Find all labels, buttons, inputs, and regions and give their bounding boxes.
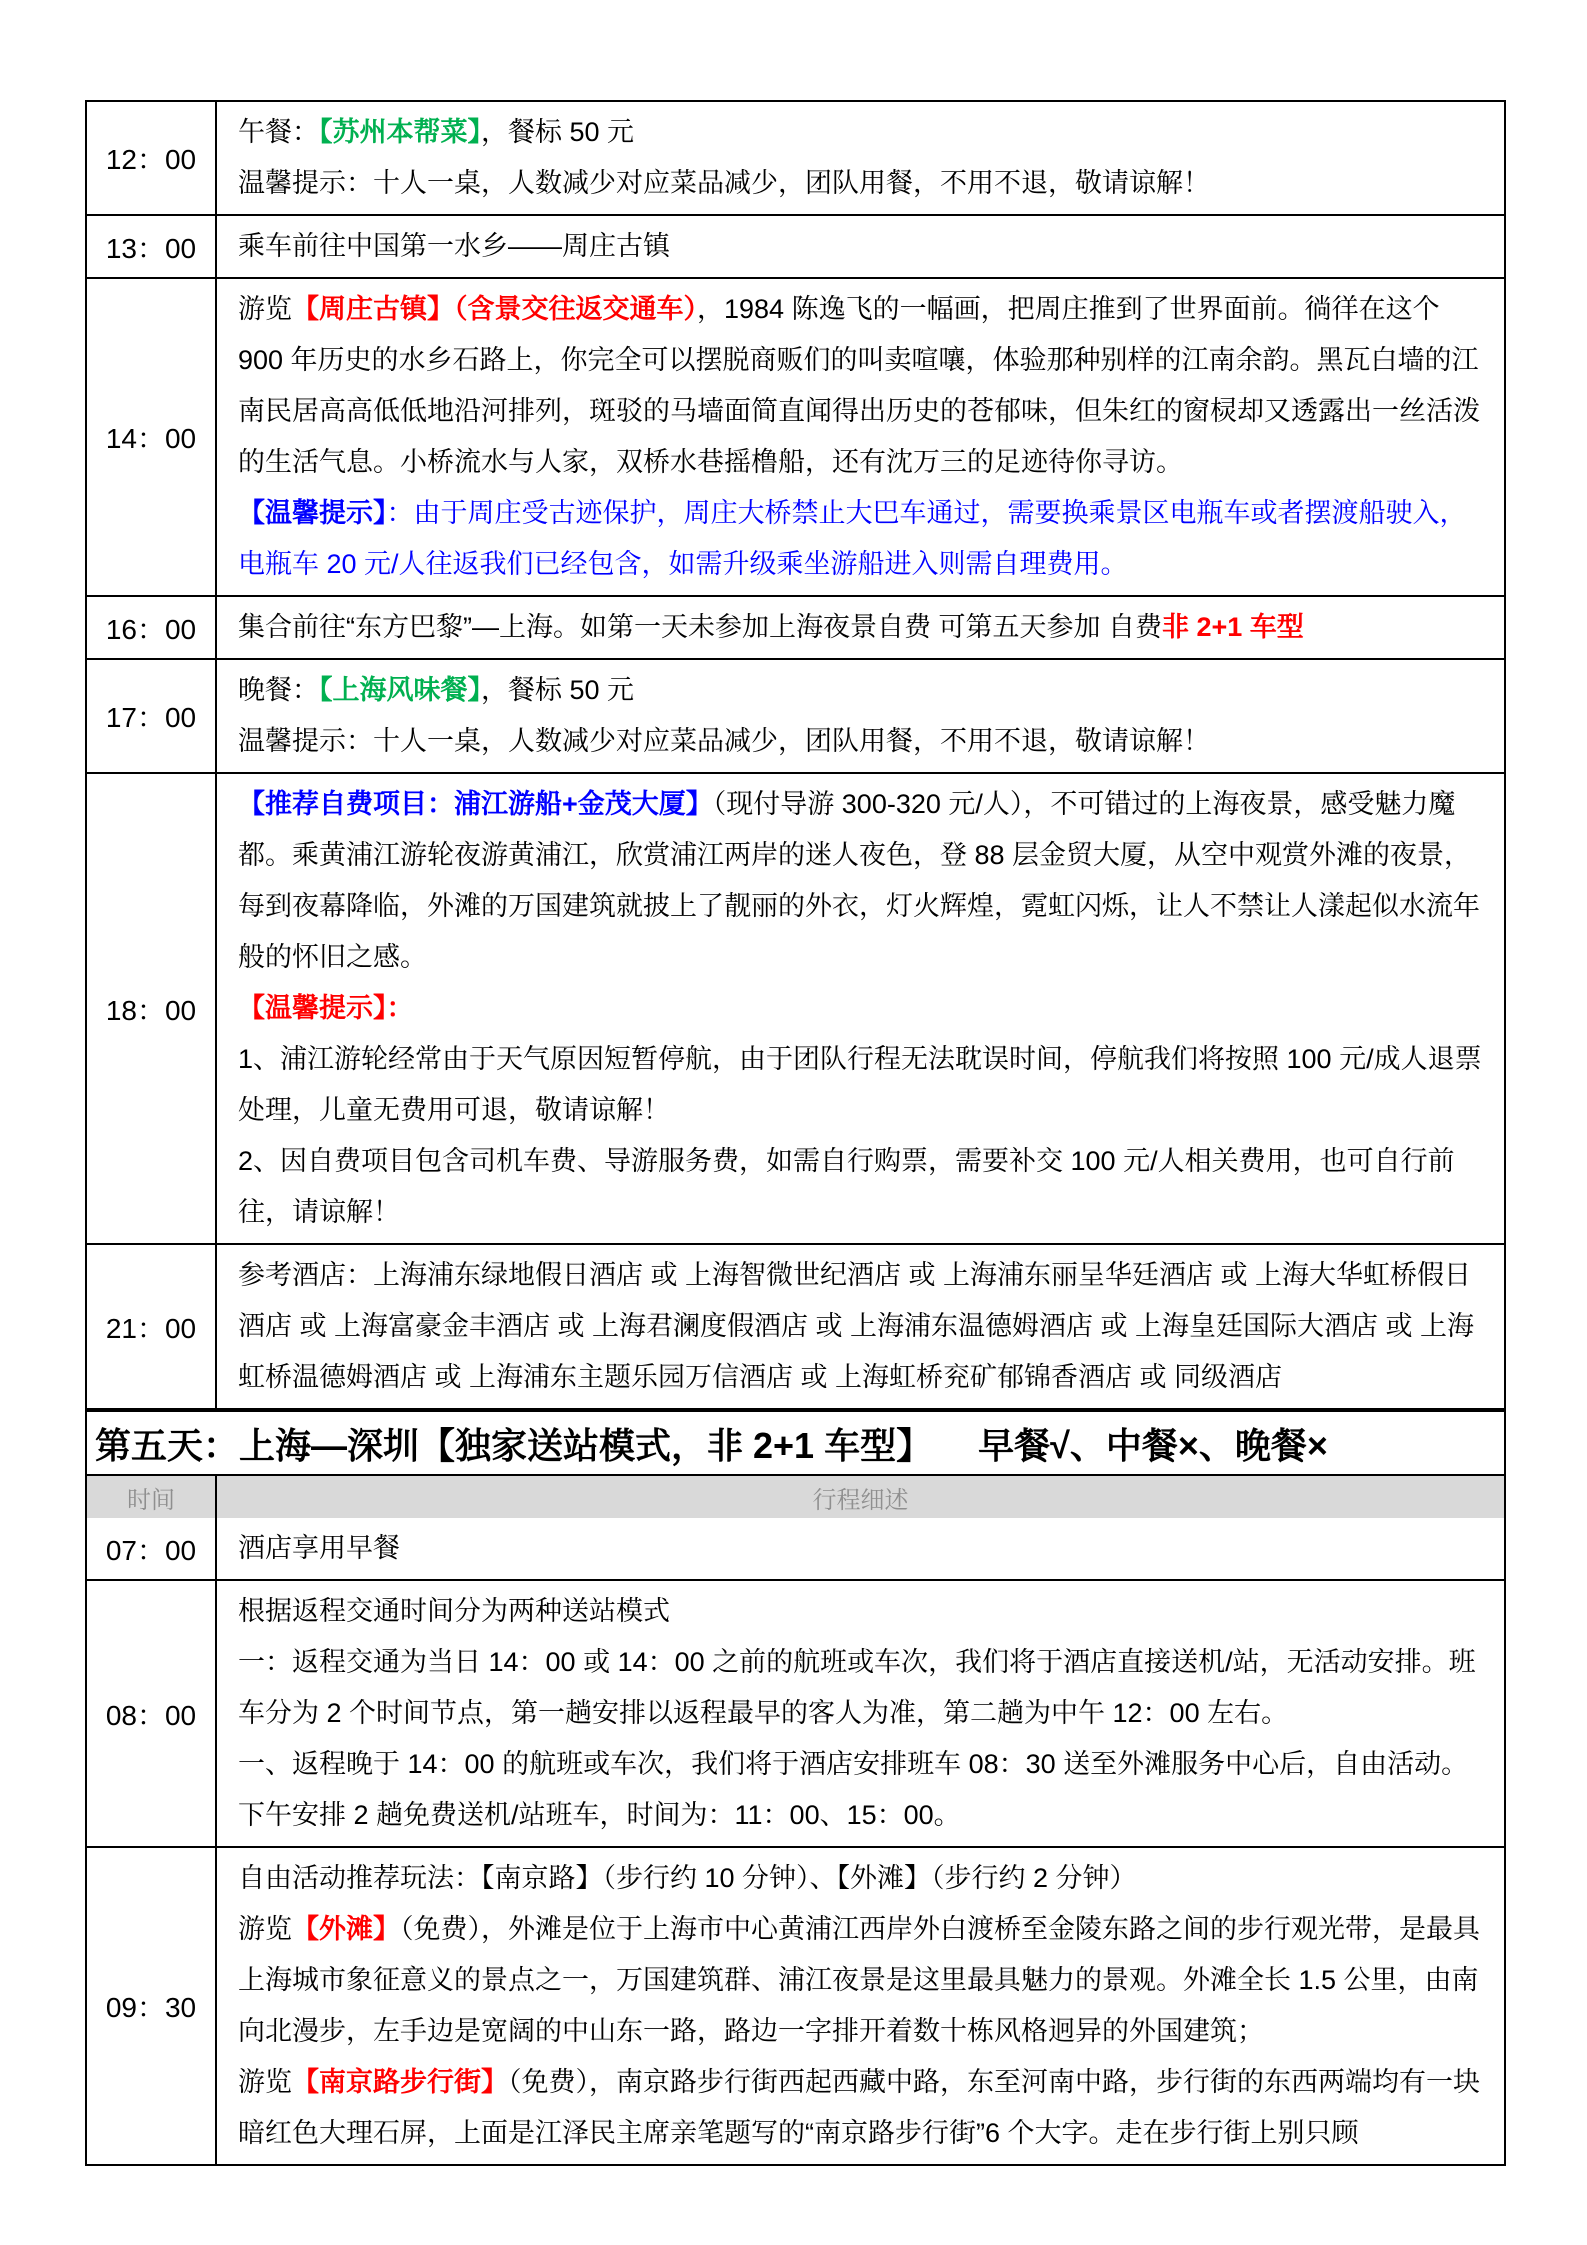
text-segment: 一：返程交通为当日 14：00 或 14：00 之前的航班或车次，我们将于酒店直接送机/站，无活动安排。班车分为 2 个时间节点，第一趟安排以返程最早的客人为准，第二趟为中午 12：00 左右。 bbox=[238, 1647, 1476, 1728]
text-segment: 【苏州本帮菜】 bbox=[319, 117, 481, 147]
itinerary-table bbox=[85, 100, 1506, 2166]
text-segment: 游览 bbox=[238, 2067, 292, 2097]
itinerary-row bbox=[87, 1579, 1504, 1846]
paragraph bbox=[238, 1586, 1490, 1637]
paragraph bbox=[238, 983, 1490, 1034]
paragraph bbox=[238, 716, 1490, 767]
text-segment: 午餐： bbox=[238, 117, 319, 147]
time-cell: 12：00 bbox=[87, 102, 217, 214]
itinerary-row bbox=[87, 1518, 1504, 1579]
paragraph bbox=[238, 158, 1490, 209]
detail-cell bbox=[217, 1581, 1504, 1846]
detail-cell bbox=[217, 597, 1504, 658]
text-segment: 温馨提示：十人一桌，人数减少对应菜品减少，团队用餐，不用不退，敬请谅解！ bbox=[238, 168, 1210, 198]
paragraph bbox=[238, 1637, 1490, 1739]
itinerary-row bbox=[87, 1243, 1504, 1408]
text-segment: 【南京路步行街】 bbox=[292, 2067, 508, 2097]
text-segment: 【外滩】 bbox=[292, 1914, 400, 1944]
text-segment: 【周庄古镇】（含景交往返交通车） bbox=[292, 294, 697, 324]
paragraph bbox=[238, 602, 1490, 653]
text-segment: 游览 bbox=[238, 1914, 292, 1944]
detail-cell bbox=[217, 102, 1504, 214]
text-segment: 非 2+1 车型 bbox=[1161, 612, 1304, 642]
detail-cell bbox=[217, 1518, 1504, 1579]
paragraph bbox=[238, 1904, 1490, 2057]
time-cell: 14：00 bbox=[87, 279, 217, 595]
column-header-time: 时间 bbox=[87, 1476, 217, 1518]
paragraph bbox=[238, 1853, 1490, 1904]
paragraph bbox=[238, 1136, 1490, 1238]
text-segment: 温馨提示：十人一桌，人数减少对应菜品减少，团队用餐，不用不退，敬请谅解！ bbox=[238, 726, 1210, 756]
text-segment: 参考酒店：上海浦东绿地假日酒店 或 上海智微世纪酒店 或 上海浦东丽呈华廷酒店 或 上海大华虹桥假日酒店 或 上海富豪金丰酒店 或 上海君澜度假酒店 或 上海浦东温德姆酒店 或 上海皇廷国际大酒店 或 上海虹桥温德姆酒店 或 上海浦东主题乐园万信酒店 或 上海虹桥兖矿郁锦香酒店 或 同级酒店 bbox=[238, 1260, 1475, 1392]
itinerary-row bbox=[87, 214, 1504, 277]
text-segment: 自由活动推荐玩法：【南京路】（步行约 10 分钟）、【外滩】（步行约 2 分钟） bbox=[238, 1863, 1137, 1893]
text-segment: 【温馨提示】 bbox=[238, 498, 387, 528]
text-segment: （免费），外滩是位于上海市中心黄浦江西岸外白渡桥至金陵东路之间的步行观光带，是最具上海城市象征意义的景点之一，万国建筑群、浦江夜景是这里最具魅力的景观。外滩全长 1.5 公里，由南向北漫步，左手边是宽阔的中山东一路，路边一字排开着数十栋风格迥异的外国建筑； bbox=[238, 1914, 1480, 2046]
text-segment: 酒店享用早餐 bbox=[238, 1533, 400, 1563]
paragraph bbox=[238, 2057, 1490, 2159]
detail-cell bbox=[217, 216, 1504, 277]
itinerary-row bbox=[87, 595, 1504, 658]
time-cell: 21：00 bbox=[87, 1245, 217, 1408]
itinerary-row bbox=[87, 277, 1504, 595]
detail-cell bbox=[217, 279, 1504, 595]
time-cell: 08：00 bbox=[87, 1581, 217, 1846]
itinerary-row bbox=[87, 102, 1504, 214]
time-cell: 13：00 bbox=[87, 216, 217, 277]
itinerary-row bbox=[87, 658, 1504, 772]
text-segment: ：由于周庄受古迹保护，周庄大桥禁止大巴车通过，需要换乘景区电瓶车或者摆渡船驶入，电瓶车 20 元/人往返我们已经包含，如需升级乘坐游船进入则需自理费用。 bbox=[238, 498, 1467, 579]
column-header-detail: 行程细述 bbox=[812, 1486, 909, 1514]
text-segment: 【上海风味餐】 bbox=[319, 675, 481, 705]
paragraph bbox=[238, 107, 1490, 158]
text-segment: ，餐标 50 元 bbox=[481, 675, 635, 705]
itinerary-row bbox=[87, 1846, 1504, 2164]
itinerary-top-body bbox=[87, 102, 1504, 1408]
text-segment: ，餐标 50 元 bbox=[481, 117, 635, 147]
detail-cell bbox=[217, 1245, 1504, 1408]
paragraph bbox=[238, 221, 1490, 272]
paragraph bbox=[238, 1739, 1490, 1841]
text-segment: 2、因自费项目包含司机车费、导游服务费，如需自行购票，需要补交 100 元/人相关费用，也可自行前往，请谅解！ bbox=[238, 1146, 1455, 1227]
detail-cell bbox=[217, 660, 1504, 772]
time-cell: 07：00 bbox=[87, 1518, 217, 1579]
text-segment: 【推荐自费项目：浦江游船+金茂大厦】 bbox=[238, 789, 713, 819]
text-segment: 游览 bbox=[238, 294, 292, 324]
paragraph bbox=[238, 1034, 1490, 1136]
text-segment: （现付导游 300-320 元/人），不可错过的上海夜景，感受魅力魔都。乘黄浦江游轮夜游黄浦江，欣赏浦江两岸的迷人夜色，登 88 层金贸大厦，从空中观赏外滩的夜景，每到夜幕降临，外滩的万国建筑就披上了靓丽的外衣，灯火辉煌，霓虹闪烁，让人不禁让人漾起似水流年般的怀旧之感。 bbox=[238, 789, 1480, 972]
text-segment: 1、浦江游轮经常由于天气原因短暂停航，由于团队行程无法耽误时间，停航我们将按照 100 元/成人退票处理，儿童无费用可退，敬请谅解！ bbox=[238, 1044, 1482, 1125]
day5-title: 第五天：上海—深圳【独家送站模式，非 2+1 车型】 bbox=[95, 1424, 933, 1466]
paragraph bbox=[238, 284, 1490, 488]
text-segment: 集合前往“东方巴黎”—上海。如第一天未参加上海夜景自费 可第五天参加 自费 bbox=[238, 612, 1162, 642]
time-cell: 09：30 bbox=[87, 1848, 217, 2164]
detail-cell bbox=[217, 774, 1504, 1243]
time-cell: 16：00 bbox=[87, 597, 217, 658]
paragraph bbox=[238, 1250, 1490, 1403]
time-cell: 18：00 bbox=[87, 774, 217, 1243]
itinerary-day5-body bbox=[87, 1518, 1504, 2164]
paragraph bbox=[238, 665, 1490, 716]
paragraph bbox=[238, 1523, 1490, 1574]
day5-meal-indicators: 早餐√、中餐×、晚餐× bbox=[978, 1424, 1328, 1466]
time-cell: 17：00 bbox=[87, 660, 217, 772]
paragraph bbox=[238, 779, 1490, 983]
text-segment: 一、返程晚于 14：00 的航班或车次，我们将于酒店安排班车 08：30 送至外滩服务中心后，自由活动。下午安排 2 趟免费送机/站班车，时间为：11：00、15：00。 bbox=[238, 1749, 1469, 1830]
detail-cell bbox=[217, 1848, 1504, 2164]
text-segment: 晚餐： bbox=[238, 675, 319, 705]
itinerary-row bbox=[87, 772, 1504, 1243]
day5-header-row bbox=[87, 1408, 1504, 1474]
text-segment: 【温馨提示】： bbox=[238, 993, 414, 1023]
text-segment: 乘车前往中国第一水乡——周庄古镇 bbox=[238, 231, 670, 261]
text-segment: 根据返程交通时间分为两种送站模式 bbox=[238, 1596, 670, 1626]
paragraph bbox=[238, 488, 1490, 590]
text-segment: （免费），南京路步行街西起西藏中路，东至河南中路，步行街的东西两端均有一块暗红色大理石屏，上面是江泽民主席亲笔题写的“南京路步行街”6 个大字。走在步行街上别只顾 bbox=[238, 2067, 1480, 2148]
column-header-row bbox=[87, 1474, 1504, 1518]
text-segment: ，1984 陈逸飞的一幅画，把周庄推到了世界面前。徜徉在这个 900 年历史的水乡石路上，你完全可以摆脱商贩们的叫卖喧嚷，体验那种别样的江南余韵。黑瓦白墙的江南民居高高低低地沿河排列，斑驳的马墙面简直闻得出历史的苍郁味，但朱红的窗棂却又透露出一丝活泼的生活气息。小桥流水与人家，双桥水巷摇橹船，还有沈万三的足迹待你寻访。 bbox=[238, 294, 1480, 477]
